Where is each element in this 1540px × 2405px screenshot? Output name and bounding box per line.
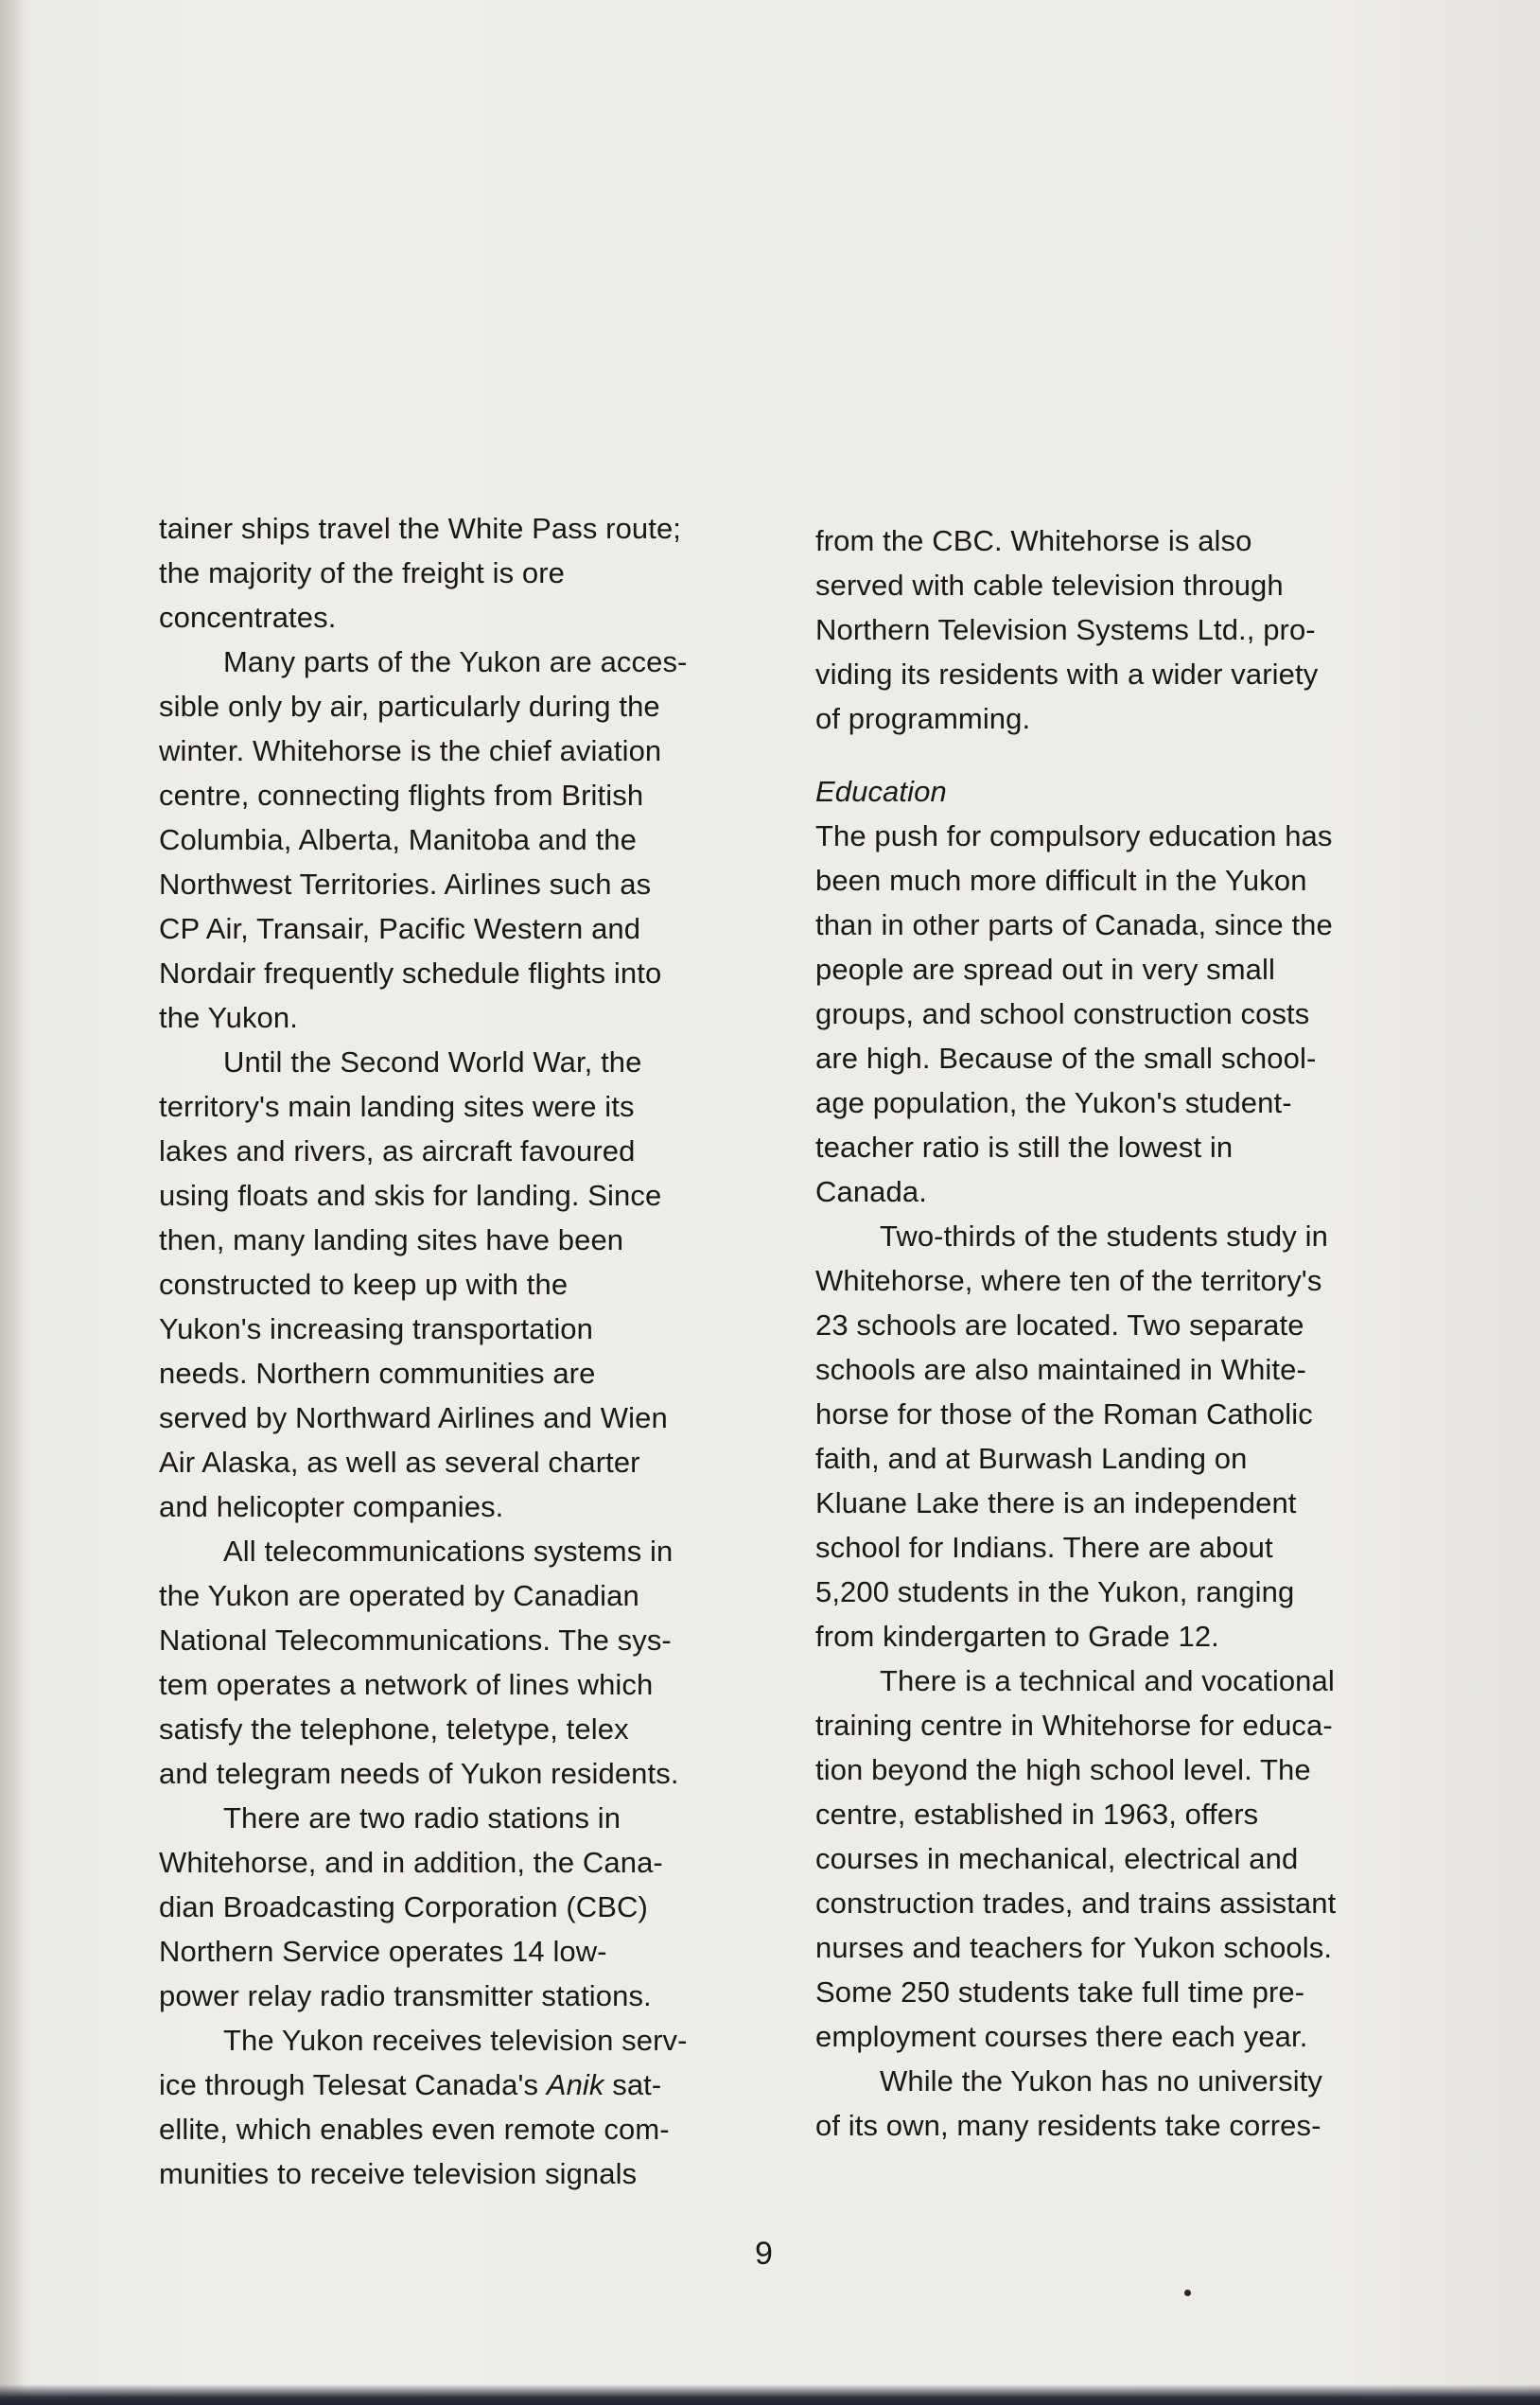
paragraph-freight: tainer ships travel the White Pass route; the majority of the freight is ore concentrates. [159,512,682,634]
satellite-name: Anik [546,2068,604,2101]
left-text-column [159,506,802,2196]
paragraph-radio: There are two radio stations in Whitehorse, and in addition, the Cana- dian Broadcasting Corporation (CBC) Northern Service operates 14 low- power relay radio transmitter stations. [159,1801,663,2012]
right-text-column [815,518,1459,2148]
paragraph-schools: Two-thirds of the students study in Whitehorse, where ten of the territory's 23 schools are located. Two separate schools are also maintained in White- horse for those of the Roman Catholic faith, and at Burwash Landing on Kluane Lake there is an independent school for Indians. There are about 5,200 students in the Yukon, ranging from kindergarten to Grade 12. [815,1220,1328,1653]
paragraph-university: While the Yukon has no university of its own, many residents take corres- [815,2064,1322,2142]
paragraph-telecommunications: All telecommunications systems in the Yukon are operated by Canadian National Telecommunications. The sys- tem operates a network of lines which satisfy the telephone, teletype, telex and telegram needs of Yukon residents. [159,1535,679,1790]
television-text-end: sat- ellite, which enables even remote com- munities to receive television signals [159,2068,670,2190]
paragraph-air-access: Many parts of the Yukon are acces- sible only by air, particularly during the winter. Whitehorse is the chief aviation centre, connecting flights from British Columbia, Alberta, Manitoba and the Northwest Territories. Airlines such as CP Air, Transair, Pacific Western and Nordair frequently schedule flights into the Yukon. [159,645,688,1034]
binding-shadow [0,0,25,2405]
paragraph-television [159,2018,802,2196]
paper-speck [1184,2290,1191,2296]
paragraph-vocational-centre: There is a technical and vocational training centre in Whitehorse for educa- tion beyond the high school level. The centre, established in 1963, offers courses in mechanical, electrical and construction trades, and trains assistant nurses and teachers for Yukon schools. Some 250 students take full time pre- employment courses there each year. [815,1664,1337,2053]
page-number: 9 [755,2236,773,2272]
television-text-start: The Yukon receives television serv- ice through Telesat Canada's [159,2024,688,2101]
section-heading-education: Education [815,775,947,808]
table-edge [0,2384,1540,2405]
paragraph-cable-television: from the CBC. Whitehorse is also served with cable television through Northern Television Systems Ltd., pro- viding its residents with a wider variety of programming. [815,524,1319,735]
paragraph-landing-sites: Until the Second World War, the territory's main landing sites were its lakes and rivers, as aircraft favoured using floats and skis for landing. Since then, many landing sites have been constructed to keep up with the Yukon's increasing transportation needs. Northern communities are served by Northward Airlines and Wien Air Alaska, as well as several charter and helicopter companies. [159,1045,668,1523]
paragraph-compulsory-education: The push for compulsory education has been much more difficult in the Yukon than in other parts of Canada, since the people are spread out in very small groups, and school construction costs are high. Because of the small school- age population, the Yukon's student- teacher ratio is still the lowest in Canada. [815,819,1333,1208]
